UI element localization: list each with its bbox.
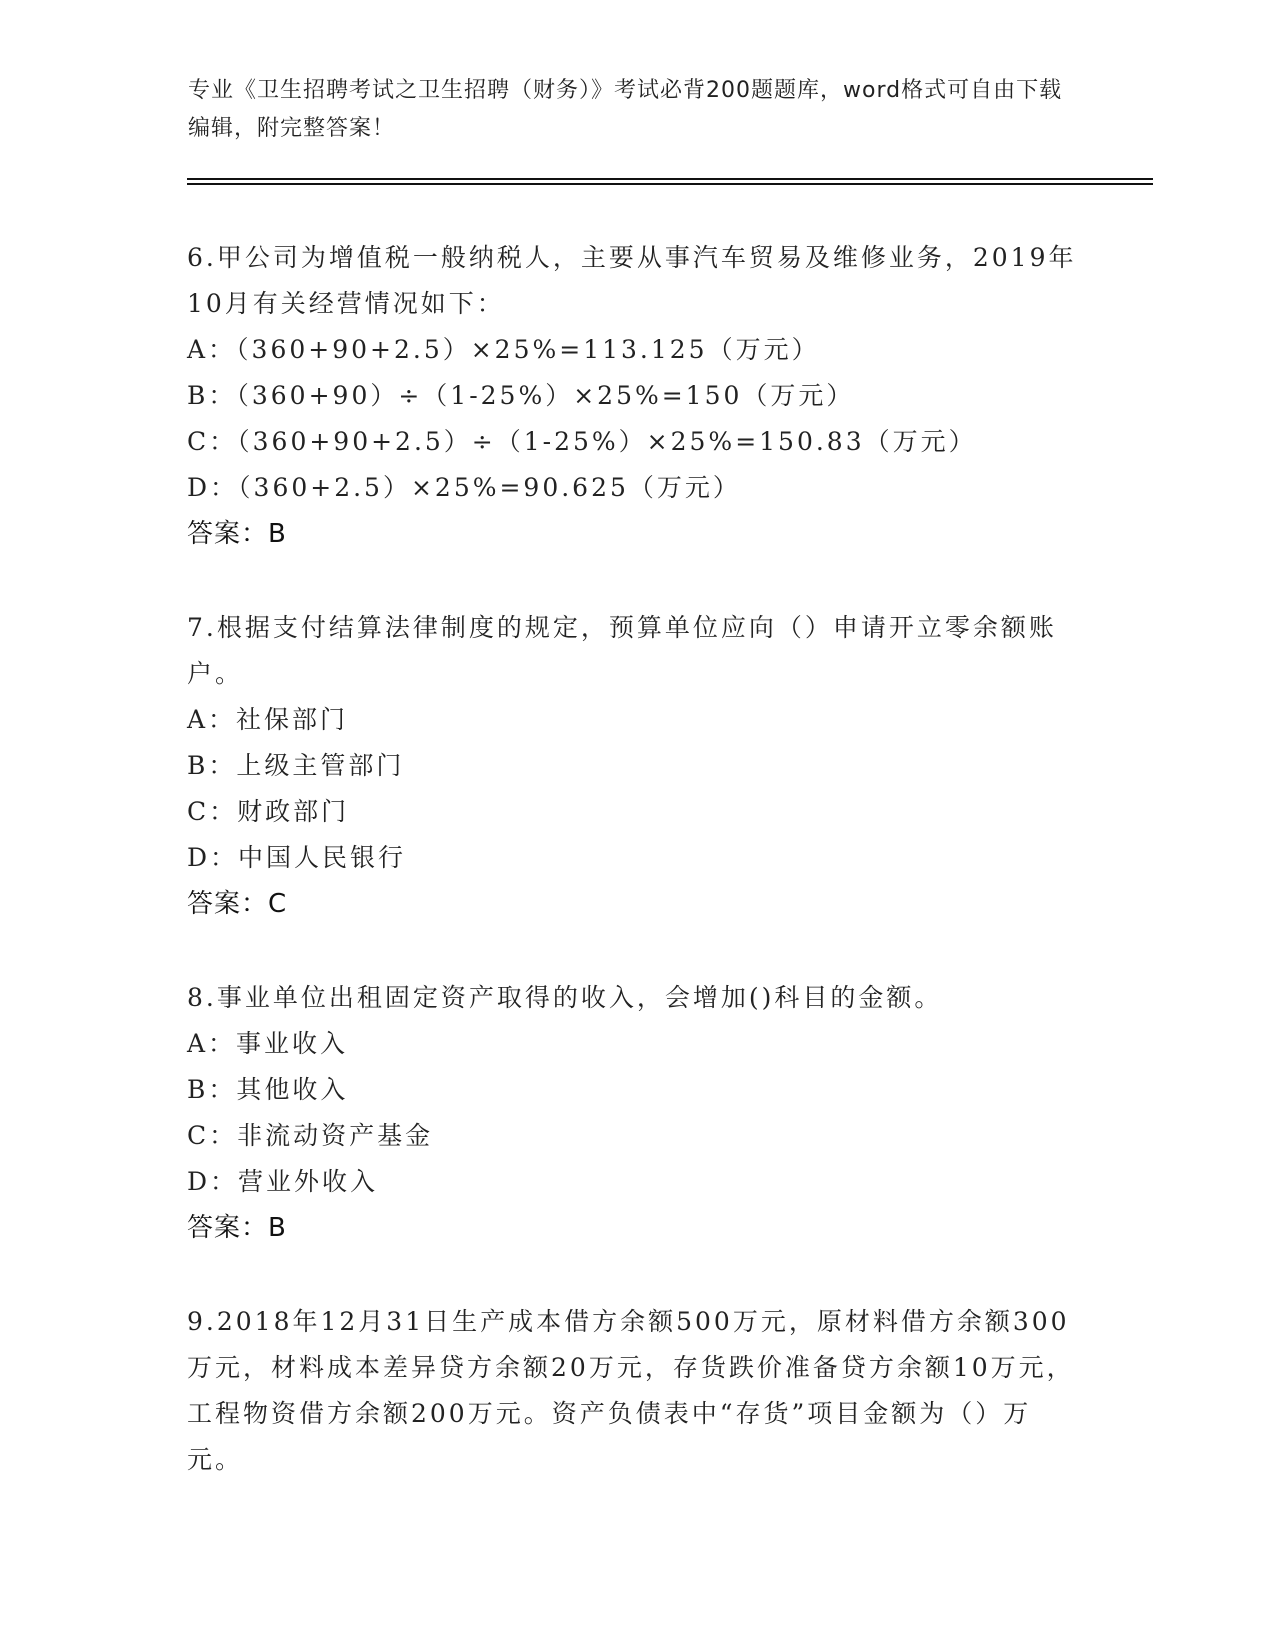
answer-line: 答案：B — [187, 519, 287, 549]
question-text: 6.甲公司为增值税一般纳税人，主要从事汽车贸易及维修业务，2019年10月有关经营情况如下： — [187, 243, 1077, 318]
option-a: A：社保部门 — [187, 705, 349, 734]
option-b: B：上级主管部门 — [187, 751, 405, 780]
option-c: C：非流动资产基金 — [187, 1121, 434, 1150]
option-a: A：（360+90+2.5）×25%=113.125（万元） — [187, 335, 820, 364]
answer-line: 答案：B — [187, 1213, 287, 1243]
option-d: D：营业外收入 — [187, 1167, 379, 1196]
document-header: 专业《卫生招聘考试之卫生招聘（财务）》考试必背200题题库，word格式可自由下载编辑，附完整答案！ — [188, 78, 1063, 141]
question-text: 9.2018年12月31日生产成本借方余额500万元，原材料借方余额300万元，材料成本差异贷方余额20万元，存货跌价准备贷方余额10万元，工程物资借方余额200万元。资产负债表中“存货”项目金额为（）万元。 — [187, 1307, 1075, 1474]
question-list — [187, 235, 1087, 1531]
question-9 — [187, 1299, 1087, 1483]
header-divider-top — [187, 178, 1153, 180]
option-a: A：事业收入 — [187, 1029, 349, 1058]
option-c: C：财政部门 — [187, 797, 350, 826]
question-6 — [187, 235, 1087, 557]
question-7 — [187, 605, 1087, 927]
question-text: 8.事业单位出租固定资产取得的收入，会增加()科目的金额。 — [187, 983, 943, 1012]
answer-line: 答案：C — [187, 889, 288, 919]
option-d: D：中国人民银行 — [187, 843, 407, 872]
option-b: B：（360+90）÷（1-25%）×25%=150（万元） — [187, 381, 855, 410]
question-8 — [187, 975, 1087, 1251]
option-d: D：（360+2.5）×25%=90.625（万元） — [187, 473, 741, 502]
header-divider-bottom — [187, 183, 1153, 185]
question-text: 7.根据支付结算法律制度的规定，预算单位应向（）申请开立零余额账户。 — [187, 613, 1057, 688]
option-b: B：其他收入 — [187, 1075, 349, 1104]
option-c: C：（360+90+2.5）÷（1-25%）×25%=150.83（万元） — [187, 427, 977, 456]
